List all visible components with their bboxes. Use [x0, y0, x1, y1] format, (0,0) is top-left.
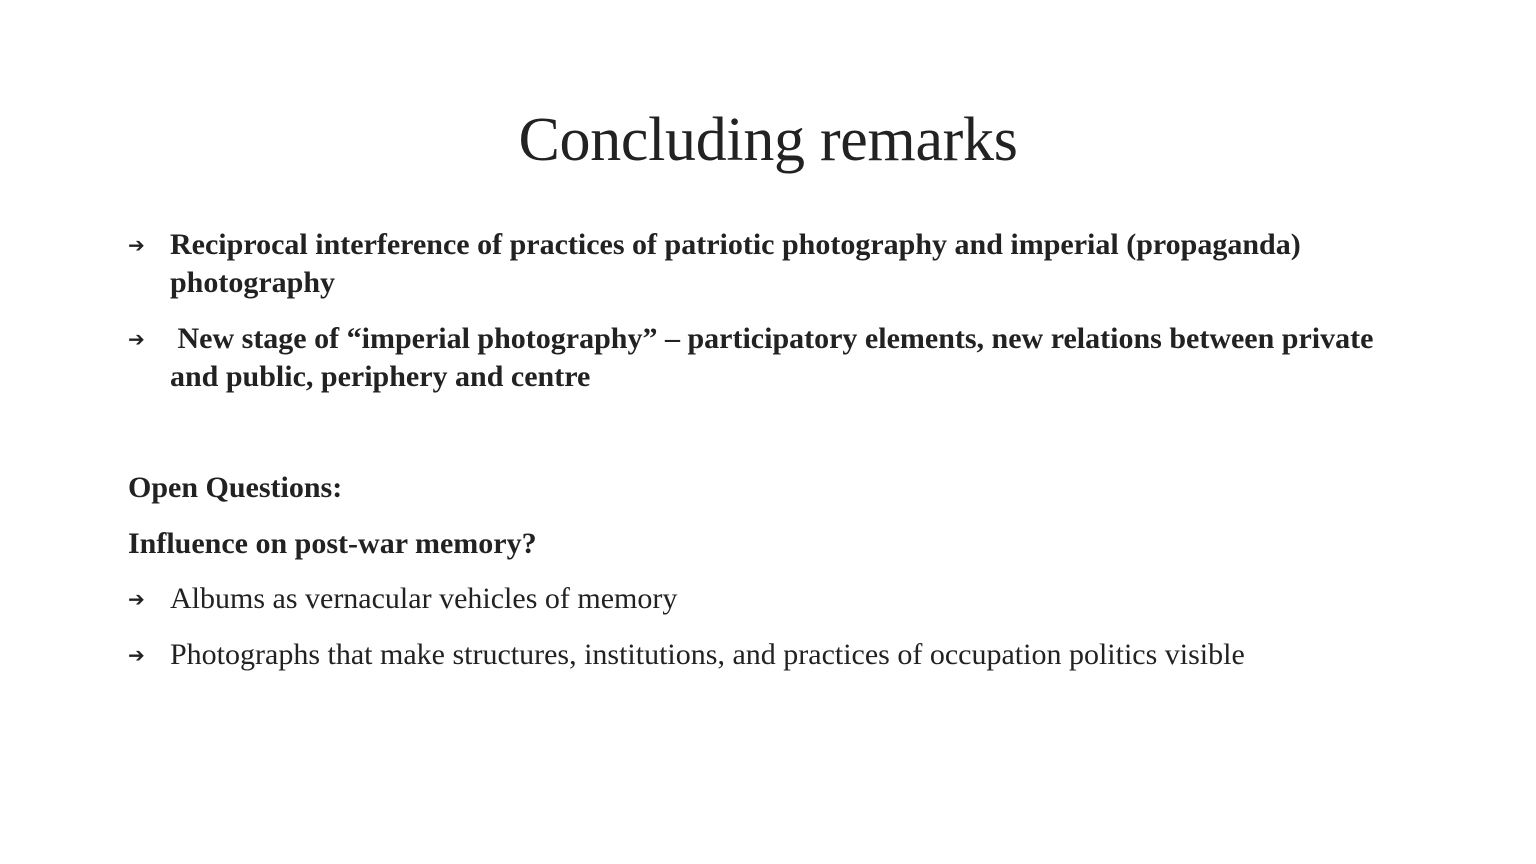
question-item: [128, 636, 1418, 674]
question-item: [128, 580, 1418, 618]
slide-title: Concluding remarks: [518, 106, 1018, 174]
conclusion-item: [128, 226, 1418, 302]
arrow-right-icon: ➔: [128, 327, 145, 351]
conclusion-list: [128, 226, 1418, 414]
arrow-right-icon: ➔: [128, 587, 145, 611]
open-questions-heading: Open Questions:: [128, 471, 343, 504]
conclusion-item-text: New stage of “imperial photography” – participatory elements, new relations between private and public, periphery and centre: [170, 322, 1381, 393]
conclusion-item: [128, 320, 1418, 396]
conclusion-item-text: Reciprocal interference of practices of patriotic photography and imperial (propaganda) photography: [170, 228, 1301, 299]
question-item-text: Photographs that make structures, institutions, and practices of occupation politics visible: [170, 638, 1245, 671]
influence-question: Influence on post-war memory?: [128, 527, 537, 560]
question-item-text: Albums as vernacular vehicles of memory: [170, 582, 678, 615]
arrow-right-icon: ➔: [128, 643, 145, 667]
question-list: [128, 580, 1418, 692]
arrow-right-icon: ➔: [128, 233, 145, 257]
